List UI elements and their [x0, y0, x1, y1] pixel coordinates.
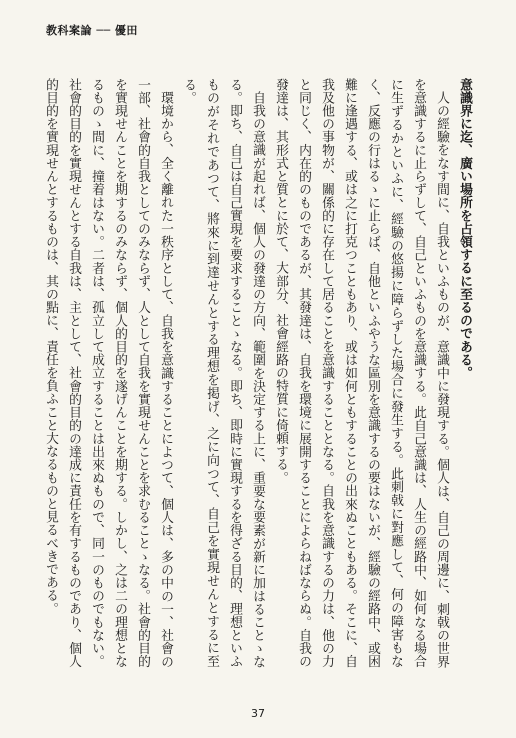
paragraph-1: 意識界に迄、廣い場所を占領するに至るのである。	[457, 78, 472, 380]
body-text	[36, 78, 476, 668]
page-number: 37	[251, 707, 265, 720]
paragraph-4: 環境から、全く離れた一秩序として、自我を意識することによつて、個人は、多の中の一、社會の一部、社會的自我としてのみならず、人として自我を實現せんことを求むることゝなる。社會的目的を實現せんことを期するのみならず、個人的目的を遂げんことを期する。しかし、之は二の理想となるものゝ間に、撞着はない。二者は、孤立して成立することは出來ぬもので、同一のものでもない。社會的目的を實現せんとする自我は、主として、社會的目的の達成に責任を有するものであり、個人的目的を實現せんとするものは、其の點に、責任を負ふこと大なるものと見るべきである。	[43, 78, 173, 668]
paragraph-2: 人の經驗をなす間に、自我といふものが、意識中に發現する。個人は、自己の周邊に、刺戟の世界を意識するに止らずして、自己といふものを意識する。此自己意識は、人生の經路中、如何なる場合に生ずるかといふに、經驗の悠揚に障らずした場合に發生する。此刺戟に對應して、何の障害もなく、反應の行はるゝに止らば、自他といふやうな區別を意識するの要はないが、經驗の經路中、或困難に逢遇する、或は之に打克つこともあり、或は如何ともすることの出來ぬこともある。そこに、自我及他の事物が、關係的に存在して居ることを意識することとなる。自我を意識するの力は、他の力と同じく、内在的のものであるが、其發達は、自我を環境に展開することによらねばならぬ。自我の發達は、其形式と質とに於て、大部分、社會經路の特質に倚頼する。	[273, 78, 449, 668]
paragraph-3: 自我の意識が起れば、個人の發達の方向、範圍を決定する上に、重要な要素が新に加はることゝなる。即ち、自己は自己實現を要求することゝなる。即ち、即時に實現するを得ざる目的、理想といふものがそれであつて、將來に到達せんとする理想を掲げ、之に向つて、自己を實現せんとするに至る。	[181, 78, 265, 668]
running-head: 教科案論 ── 優田	[46, 24, 138, 37]
